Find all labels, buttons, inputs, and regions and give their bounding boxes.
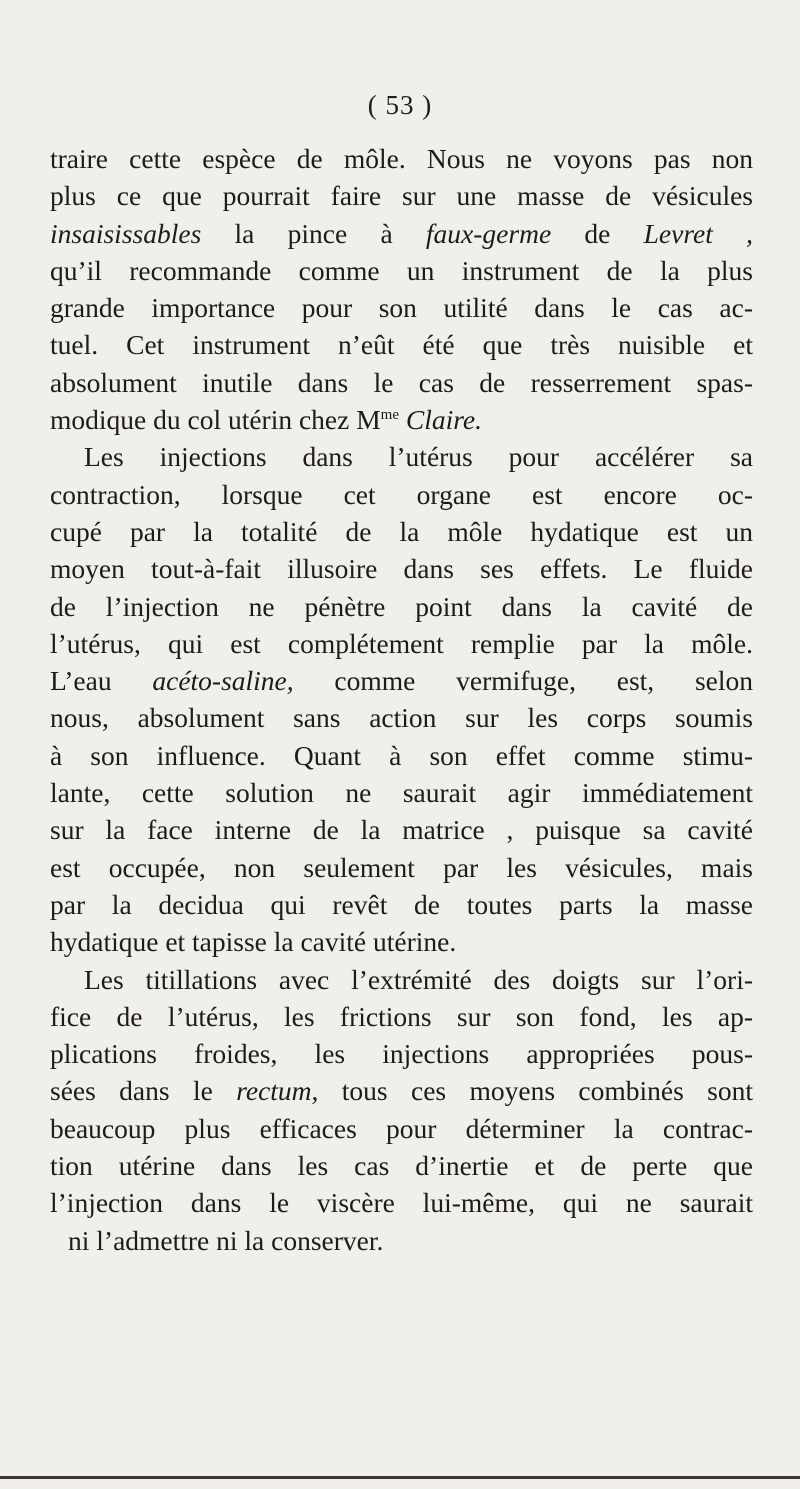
italic-term: faux-germe [425,217,552,249]
text-line: beaucoup plus efficaces pour déterminer la contrac- [50,1112,753,1144]
text-line: lante, cette solution ne saurait agir immédiatement [50,777,753,809]
text-line: sées dans le rectum, tous ces moyens combinés sont [50,1075,753,1107]
text-line: est occupée, non seulement par les vésicules, mais [50,851,753,883]
italic-name: Levret , [643,217,754,249]
page-number: ( 53 ) [367,90,433,120]
italic-term: rectum, [236,1075,319,1107]
text-line: plus ce que pourrait faire sur une masse de vésicules [50,180,753,212]
text-line: nous, absolument sans action sur les corps soumis [50,702,753,734]
text-line: à son influence. Quant à son effet comme stimu- [50,739,753,771]
text-line: ni l’admettre ni la conserver. [68,1224,384,1256]
text-line: Les titillations avec l’extrémité des doigts sur l’ori- [84,963,753,995]
text-line: cupé par la totalité de la môle hydatique est un [50,515,753,547]
text-line: tuel. Cet instrument n’eût été que très nuisible et [50,329,753,361]
text-line: L’eau acéto-saline, comme vermifuge, est, selon [50,665,753,697]
text-line: tion utérine dans les cas d’inertie et de perte que [50,1150,753,1182]
text-line: par la decidua qui revêt de toutes parts la masse [50,888,753,920]
body-text [50,140,753,1259]
text-line: l’injection dans le viscère lui-même, qui ne saurait [50,1187,753,1219]
text-line: hydatique et tapisse la cavité utérine. [50,926,457,958]
text-line: l’utérus, qui est complétement remplie par la môle. [50,627,753,659]
italic-term: acéto-saline, [152,665,294,697]
text-line: moyen tout-à-fait illusoire dans ses effets. Le fluide [50,553,753,585]
text-line: grande importance pour son utilité dans le cas ac- [50,292,753,324]
italic-name: Claire. [405,404,483,436]
text-line: de l’injection ne pénètre point dans la cavité de [50,590,753,622]
text-line: Les injections dans l’utérus pour accélérer sa [84,441,753,473]
text-line: modique du col utérin chez $M^{me}$ Claire. [50,404,483,436]
text-line: plications froides, les injections appropriées pous- [50,1038,753,1070]
text-line: insaisissables la pince à faux-germe de Levret , [50,217,754,249]
italic-term: insaisissables [50,217,202,249]
text-line: fice de l’utérus, les frictions sur son fond, les ap- [50,1000,753,1032]
text-line: traire cette espèce de môle. Nous ne voyons pas non [50,143,753,174]
text-line: contraction, lorsque cet organe est encore oc- [50,478,753,510]
page-bottom-edge [0,1476,800,1479]
text-line: qu’il recommande comme un instrument de la plus [50,254,753,286]
text-line: absolument inutile dans le cas de resserrement spas- [50,366,753,398]
text-line: sur la face interne de la matrice , puisque sa cavité [50,814,753,846]
superscript: me [380,407,399,424]
